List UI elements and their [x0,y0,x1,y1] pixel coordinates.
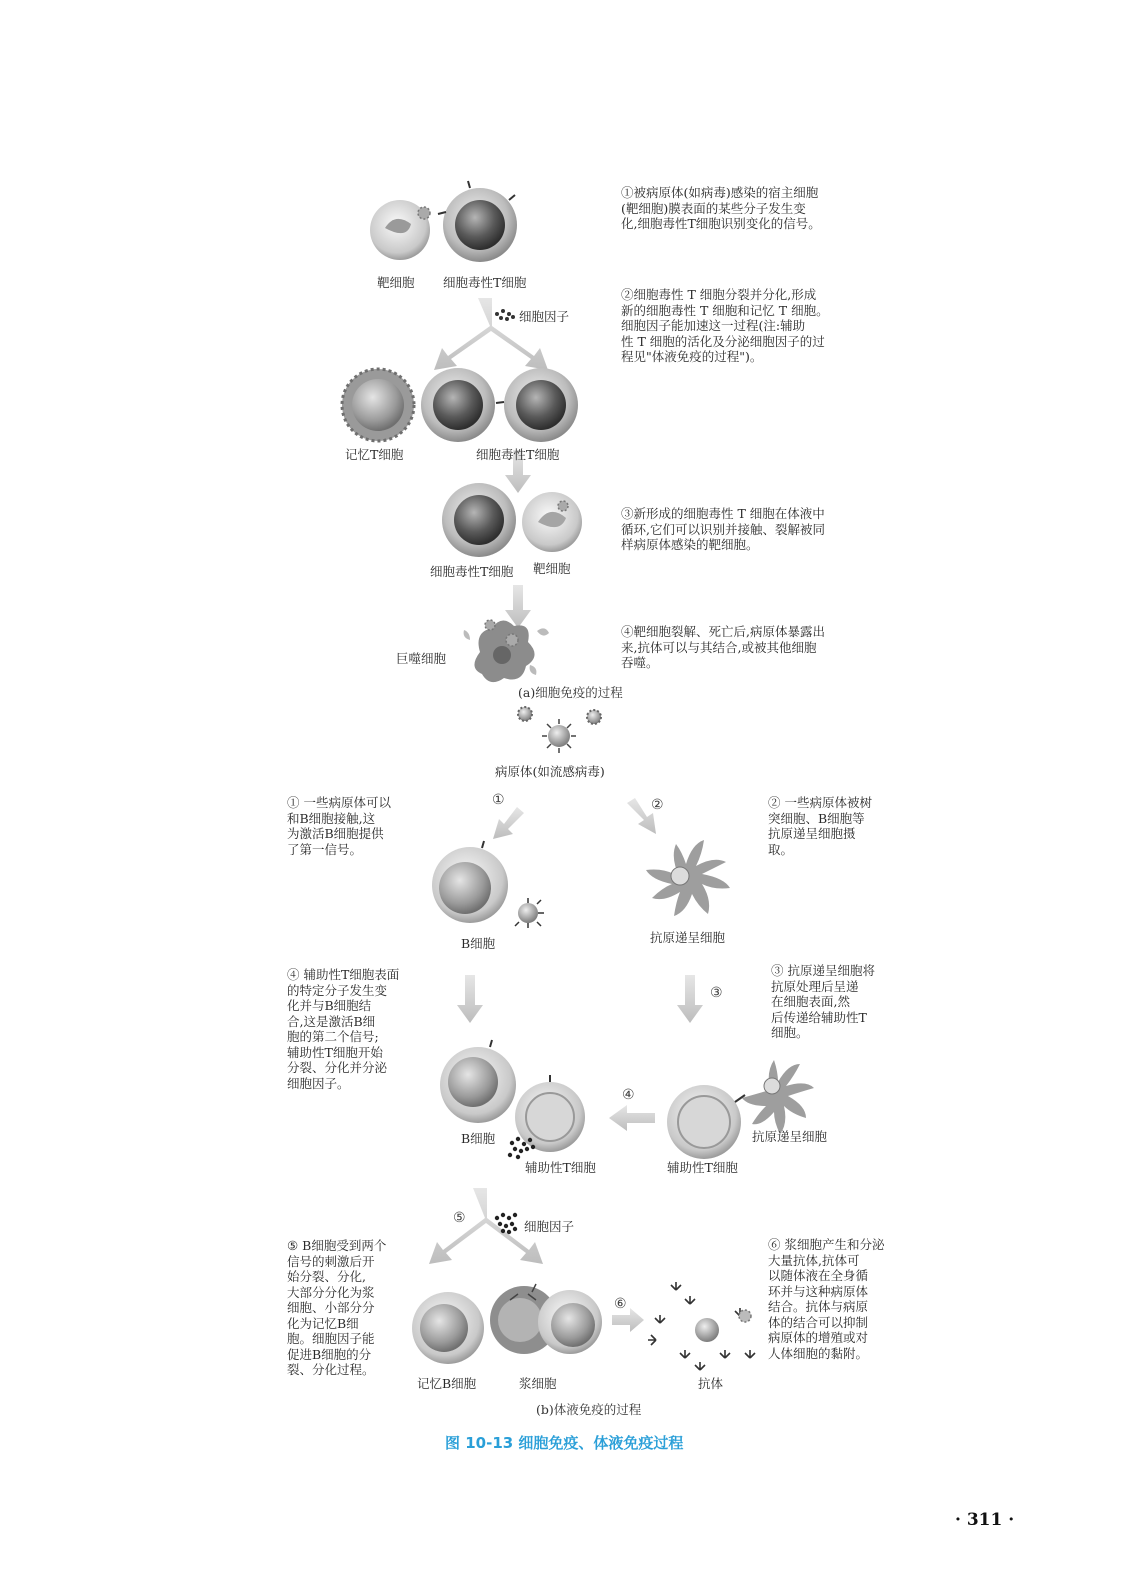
arrow-b4-left [609,1105,655,1131]
arrow-b1 [493,807,524,839]
figure-caption: 图 10-13 细胞免疫、体液免疫过程 [445,1434,684,1452]
down-arrow-a2 [505,585,531,628]
cellular-step2-text: ②细胞毒性 T 细胞分裂并分化,形成 新的细胞毒性 T 细胞和记忆 T 细胞。 细胞因子能加速这一过程(注:辅助 性 T 细胞的活化及分泌细胞因子的过 程见"体液免疫的过程")。 [621,287,829,364]
cytotoxic-t-cell-2 [421,368,495,442]
memory-t-cell [342,369,414,441]
label-helper-t-2: 辅助性T细胞 [667,1160,738,1175]
pathogen-cluster [518,707,601,753]
label-cytokine-2: 细胞因子 [524,1219,575,1234]
humoral-step6-text: ⑥ 浆细胞产生和分泌 大量抗体,抗体可 以随体液在全身循 环并与这种病原体 结合。抗体与病原 体的结合可以抑制 病原体的增殖或对 人体细胞的黏附。 [768,1237,885,1361]
helper-t-cell-1 [515,1075,585,1152]
helper-t-cell-2 [667,1085,741,1159]
label-cytotoxic-t-3: 细胞毒性T细胞 [430,564,514,579]
label-macrophage: 巨噬细胞 [396,651,447,666]
label-cytotoxic-t-1: 细胞毒性T细胞 [443,275,527,290]
label-plasma: 浆细胞 [519,1376,557,1391]
memory-b-cell [412,1292,484,1364]
label-pathogen: 病原体(如流感病毒) [495,764,605,779]
macrophage [464,620,549,682]
num-b6: ⑥ [614,1296,627,1312]
humoral-step3-text: ③ 抗原递呈细胞将 抗原处理后呈递 在细胞表面,然 后传递给辅助性T 细胞。 [771,963,875,1040]
num-b2: ② [651,797,664,813]
num-b4: ④ [622,1087,635,1103]
cellular-step1-text: ①被病原体(如病毒)感染的宿主细胞 (靶细胞)膜表面的某些分子发生变 化,细胞毒性T细胞识别变化的信号。 [621,185,821,231]
label-cytotoxic-t-2: 细胞毒性T细胞 [476,447,560,462]
label-helper-t-1: 辅助性T细胞 [525,1160,596,1175]
num-b5: ⑤ [453,1210,466,1226]
label-apc-2: 抗原递呈细胞 [752,1129,828,1144]
cytokine-dots-2 [508,1137,535,1159]
arrow-b-right-down [677,975,703,1023]
num-b1: ① [492,792,505,808]
label-target-cell-1: 靶细胞 [377,275,415,290]
label-memory-t: 记忆T细胞 [345,447,404,462]
cellular-step4-text: ④靶细胞裂解、死亡后,病原体暴露出 来,抗体可以与其结合,或被其他细胞 吞噬。 [621,624,825,670]
antibody-pathogen-complex [648,1282,755,1370]
label-antibody: 抗体 [698,1376,724,1391]
label-b-cell-2: B细胞 [461,1131,496,1146]
humoral-step1-text: ① 一些病原体可以 和B细胞接触,这 为激活B细胞提供 了第一信号。 [287,795,391,857]
b-cell-1 [432,841,508,923]
cytotoxic-t-cell-3 [442,483,516,557]
label-apc-1: 抗原递呈细胞 [650,930,726,945]
subtitle-a: (a)细胞免疫的过程 [518,685,623,700]
target-cell-1 [370,200,430,260]
plasma-cells [490,1284,602,1354]
humoral-step2-text: ② 一些病原体被树 突细胞、B细胞等 抗原递呈细胞摄 取。 [768,795,872,857]
label-memory-b: 记忆B细胞 [417,1376,477,1391]
num-b3: ③ [710,985,723,1001]
b-cell-2 [440,1040,516,1123]
arrow-b-left-down [457,975,483,1023]
pathogen-on-b-cell [515,898,544,928]
cellular-step3-text: ③新形成的细胞毒性 T 细胞在体液中 循环,它们可以识别并接触、裂解被同 样病原体感染的靶细胞。 [621,506,825,552]
humoral-step4-text: ④ 辅助性T细胞表面 的特定分子发生变 化并与B细胞结 合,这是激活B细 胞的第二个信号; 辅助性T细胞开始 分裂、分化并分泌 细胞因子。 [287,967,400,1091]
page-number: · 311 · [955,1510,1015,1530]
target-cell-2 [522,492,582,552]
humoral-step5-text: ⑤ B细胞受到两个 信号的刺激后开 始分裂、分化, 大部分分化为浆 细胞、小部分分 化为记忆B细 胞。细胞因子能 促进B细胞的分 裂、分化过程。 [287,1238,387,1377]
cytokine-dots-1 [495,309,515,321]
apc-2 [735,1060,814,1134]
label-b-cell-1: B细胞 [461,936,496,951]
label-target-cell-2: 靶细胞 [533,561,571,576]
cytotoxic-t-cell-1 [438,181,517,262]
cytotoxic-t-cell-2b [496,368,578,442]
subtitle-b: (b)体液免疫的过程 [536,1402,642,1417]
label-cytokine-1: 细胞因子 [519,309,570,324]
apc-1 [646,840,730,916]
